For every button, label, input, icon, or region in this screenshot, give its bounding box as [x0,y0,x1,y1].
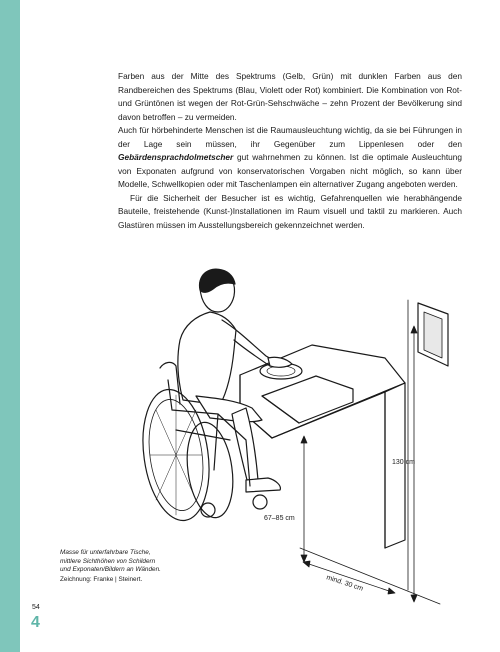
person-torso [178,312,236,405]
chapter-number: 4 [31,614,40,631]
emphasized-term: Gebärdensprachdolmetscher [118,152,234,162]
paragraph-hearing-part2: gut wahrnehmen zu können. Ist die optimale Ausleuchtung von Exponaten aufgrund von konservatorischen Vorgaben nicht möglich, so kann über Modelle, Schwellkopien oder mit Taschenlampen ein alternativer Zugang angeboten werden. [118,152,462,189]
figure-caption [60,549,166,584]
paragraph-hearing-part1: Auch für hörbehinderte Menschen ist die Raumausleuchtung wichtig, da sie bei Führungen in der Lage sein müssen, ihr Gegenüber zum Lippenlesen oder den [118,125,462,149]
floor-line [300,548,440,604]
dim-depth-label: mind. 30 cm [325,574,364,593]
caption-credit: Zeichnung: Franke | Steinert. [60,575,143,583]
paragraph-colors: Farben aus der Mitte des Spektrums (Gelb, Grün) mit dunklen Farben aus den Randbereichen des Spektrums (Blau, Violett oder Rot) kombiniert. Die Kombination von Rot- und Grüntönen ist wegen der Rot-Grün-Sehschwäche – zehn Prozent der Bevölkerung sind davon betroffen – zu vermeiden. [118,71,462,122]
paragraph-safety: Für die Sicherheit der Besucher ist es wichtig, Gefahrenquellen wie herabhängende Bauteile, freistehende (Kunst-)Installationen im Raum visuell und taktil zu markieren. Auch Glastüren müssen im Ausstellungsbereich gekennzeichnet werden. [118,192,462,230]
person-foot [246,478,280,492]
wheelchair-caster-right [253,495,267,509]
page-number: 54 [32,604,40,611]
dim-wall-height-label: 130 cm [392,459,415,466]
caption-text: Masse für unterfahrbare Tische, mittlere Sichthöhen von Schildern und Exponaten/Bildern an Wänden. [60,549,161,574]
dim-table-height-label: 67–85 cm [264,515,295,522]
wall-picture-inner [424,312,442,358]
wheelchair-back-wheel [182,419,239,520]
